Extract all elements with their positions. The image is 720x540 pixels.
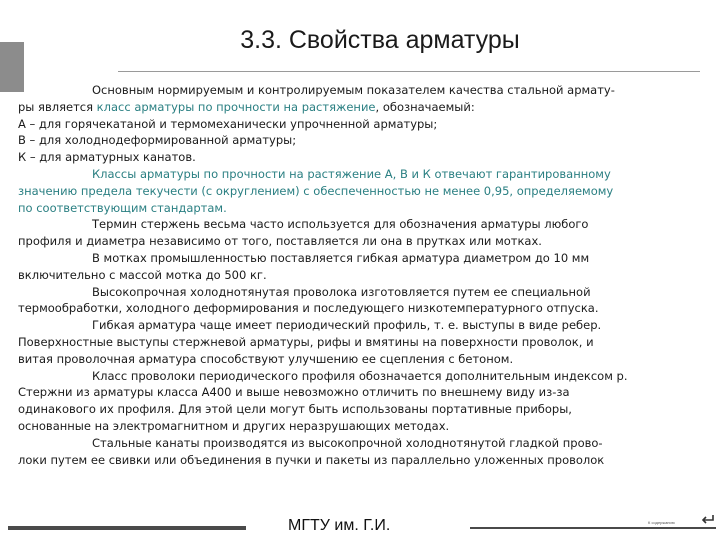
highlighted-line: по соответствующим стандартам. bbox=[18, 200, 227, 215]
footer-bar bbox=[8, 526, 246, 530]
footer-rule bbox=[470, 527, 716, 529]
title-divider bbox=[118, 71, 700, 72]
text-segment: ры является bbox=[18, 99, 97, 114]
paragraph-line: основанные на электромагнитном и других неразрушающих методах. bbox=[18, 418, 450, 433]
paragraph-line: В – для холоднодеформированной арматуры; bbox=[18, 133, 297, 148]
paragraph-line: термообработки, холодного деформирования и последующего низкотемпературного отпуска. bbox=[18, 301, 599, 316]
paragraph-line: Класс проволоки периодического профиля обозначается дополнительным индексом р. bbox=[92, 368, 628, 383]
paragraph-line bbox=[18, 99, 704, 116]
paragraph-line: включительно с массой мотка до 500 кг. bbox=[18, 267, 267, 282]
text-segment: , обозначаемый: bbox=[375, 99, 475, 114]
paragraph-line: Гибкая арматура чаще имеет периодический профиль, т. е. выступы в виде ребер. bbox=[92, 318, 602, 333]
paragraph-line: В мотках промышленностью поставляется гибкая арматура диаметром до 10 мм bbox=[92, 250, 590, 265]
paragraph-line: Термин стержень весьма часто используется для обозначения арматуры любого bbox=[92, 217, 589, 232]
paragraph-line: одинакового их профиля. Для этой цели могут быть использованы портативные приборы, bbox=[18, 402, 572, 417]
paragraph-line: Основным нормируемым и контролируемым показателем качества стальной армату- bbox=[92, 83, 615, 97]
paragraph-line: А – для горячекатаной и термомеханически упрочненной арматуры; bbox=[18, 116, 438, 131]
return-arrow-icon[interactable] bbox=[700, 512, 716, 528]
highlighted-line: Классы арматуры по прочности на растяжение А, В и К отвечают гарантированному bbox=[92, 166, 611, 181]
paragraph-line: Стальные канаты производятся из высокопрочной холоднотянутой гладкой прово- bbox=[92, 435, 603, 450]
paragraph-line: К – для арматурных канатов. bbox=[18, 150, 196, 165]
body-text bbox=[18, 82, 704, 468]
paragraph-line: Поверхностные выступы стержневой арматуры, рифы и вмятины на поверхности проволок, и bbox=[18, 334, 594, 349]
highlighted-line: значению предела текучести (с округлением) с обеспеченностью не менее 0,95, определяемому bbox=[18, 183, 614, 198]
footer-institution: МГТУ им. Г.И. bbox=[288, 517, 391, 534]
contents-link[interactable]: К содержанию bbox=[648, 520, 675, 525]
paragraph-line: Высокопрочная холоднотянутая проволока изготовляется путем ее специальной bbox=[92, 284, 591, 299]
page-title: 3.3. Свойства арматуры bbox=[240, 26, 520, 54]
paragraph-line: локи путем ее свивки или объединения в пучки и пакеты из параллельно уложенных проволок bbox=[18, 452, 605, 467]
paragraph-line: профиля и диаметра независимо от того, поставляется ли она в прутках или мотках. bbox=[18, 234, 542, 249]
highlighted-term: класс арматуры по прочности на растяжение bbox=[96, 99, 376, 114]
paragraph-line: витая проволочная арматура способствуют улучшению ее сцепления с бетоном. bbox=[18, 351, 514, 366]
paragraph-line: Стержни из арматуры класса А400 и выше невозможно отличить по внешнему виду из-за bbox=[18, 385, 570, 400]
